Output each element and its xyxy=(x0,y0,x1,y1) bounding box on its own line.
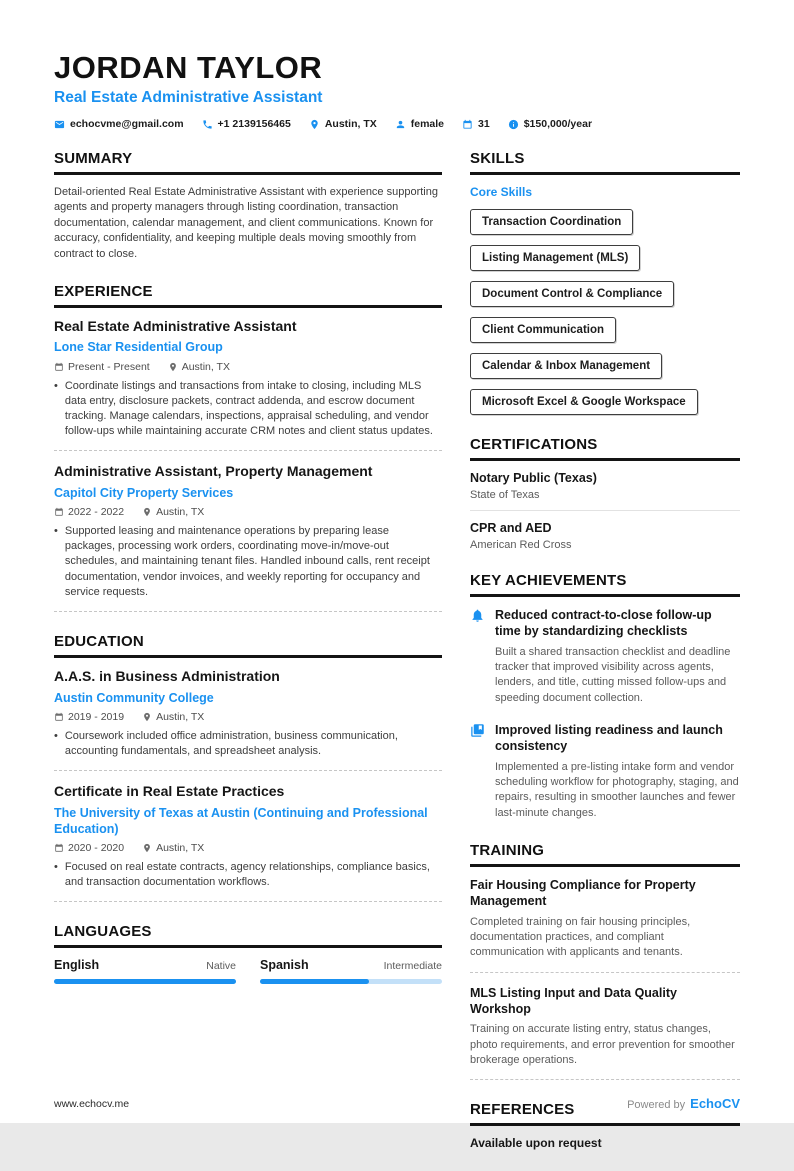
language-name: Spanish xyxy=(260,958,309,973)
bullet-dot: • xyxy=(54,379,58,392)
achievement-content xyxy=(495,722,740,821)
certification-item xyxy=(470,521,740,551)
bell-icon xyxy=(470,608,485,623)
section-summary xyxy=(54,150,442,262)
education-item xyxy=(54,668,442,759)
education-bullet-text: Coursework included office administration, business communication, accounting fundamentals, and spreadsheet analysis. xyxy=(64,729,398,757)
contact-age xyxy=(462,118,490,130)
header xyxy=(54,50,740,130)
skill-chip: Client Communication xyxy=(470,317,616,343)
language-bar-fill xyxy=(54,979,236,984)
experience-location-text: Austin, TX xyxy=(181,360,230,373)
books-icon xyxy=(470,723,485,738)
section-languages xyxy=(54,923,442,984)
education-dates xyxy=(54,842,124,854)
experience-heading: EXPERIENCE xyxy=(54,283,442,308)
left-column xyxy=(54,150,442,1171)
contact-location xyxy=(309,118,377,130)
training-heading: TRAINING xyxy=(470,842,740,867)
experience-company: Capitol City Property Services xyxy=(54,485,234,500)
training-item xyxy=(470,985,740,1069)
achievement-description: Built a shared transaction checklist and deadline tracker that improved visibility across agents, lenders, and title, cutting missed follow-ups and speeding document collection. xyxy=(495,645,731,704)
language-level-label: Native xyxy=(206,960,236,973)
location-pin-icon xyxy=(142,712,152,722)
section-certifications xyxy=(470,436,740,551)
training-title: Fair Housing Compliance for Property Management xyxy=(470,878,696,909)
footer-website-link[interactable]: www.echocv.me xyxy=(54,1097,130,1110)
info-icon xyxy=(508,119,519,130)
experience-location-text: Austin, TX xyxy=(156,506,205,519)
languages-heading: LANGUAGES xyxy=(54,923,442,948)
section-education xyxy=(54,633,442,902)
language-bar-track xyxy=(54,979,236,984)
contact-email[interactable] xyxy=(54,118,184,130)
language-level-label: Intermediate xyxy=(383,960,442,973)
experience-location xyxy=(168,361,230,373)
footer xyxy=(54,1096,740,1111)
calendar-icon xyxy=(54,507,64,517)
contact-gender-text: female xyxy=(410,118,445,130)
experience-bullet xyxy=(54,379,442,440)
dashed-divider xyxy=(54,770,442,771)
section-skills xyxy=(470,150,740,415)
contact-salary xyxy=(508,118,592,130)
education-school: Austin Community College xyxy=(54,690,214,705)
experience-bullet xyxy=(54,524,442,600)
dashed-divider xyxy=(470,972,740,973)
achievement-item xyxy=(470,722,740,821)
education-item xyxy=(54,783,442,890)
achievements-heading: KEY ACHIEVEMENTS xyxy=(470,572,740,597)
skill-chip: Transaction Coordination xyxy=(470,209,633,235)
experience-role: Real Estate Administrative Assistant xyxy=(54,317,297,334)
education-degree: A.A.S. in Business Administration xyxy=(54,668,280,684)
calendar-icon xyxy=(462,119,473,130)
certifications-heading: CERTIFICATIONS xyxy=(470,436,740,461)
language-name: English xyxy=(54,958,100,973)
certification-issuer: State of Texas xyxy=(470,489,540,501)
section-achievements xyxy=(470,572,740,821)
language-bar-fill xyxy=(260,979,369,984)
experience-bullet-text: Coordinate listings and transactions from intake to closing, including MLS data entry, disclosure packets, contract addenda, and escrow document tracking. Manage calendars, inspections, appraisal scheduling, and vendor follow-ups while maintaining accurate CRM notes and client status updates. xyxy=(64,379,433,438)
certification-item xyxy=(470,471,740,501)
contact-email-text: echocvme@gmail.com xyxy=(70,118,184,130)
languages-grid xyxy=(54,958,442,984)
echocv-brand-link[interactable]: EchoCV xyxy=(690,1096,740,1111)
achievement-content xyxy=(495,607,740,706)
contact-phone xyxy=(202,118,291,130)
job-title: Real Estate Administrative Assistant xyxy=(54,89,323,106)
location-pin-icon xyxy=(142,843,152,853)
experience-location xyxy=(142,506,204,518)
experience-dates-text: 2022 - 2022 xyxy=(68,506,125,519)
education-bullet xyxy=(54,729,442,759)
location-pin-icon xyxy=(142,507,152,517)
certification-issuer: American Red Cross xyxy=(470,539,572,551)
contact-gender xyxy=(395,118,444,130)
language-row xyxy=(54,958,236,972)
dashed-divider xyxy=(54,450,442,451)
person-name: JORDAN TAYLOR xyxy=(54,50,323,85)
experience-meta xyxy=(54,506,442,518)
experience-item xyxy=(54,318,442,439)
right-column xyxy=(470,150,740,1171)
education-bullet-text: Focused on real estate contracts, agency relationships, compliance basics, and transaction documentation workflows. xyxy=(64,861,430,889)
experience-dates-text: Present - Present xyxy=(68,360,150,373)
experience-meta xyxy=(54,361,442,373)
education-school: The University of Texas at Austin (Continuing and Professional Education) xyxy=(54,805,428,836)
divider xyxy=(470,510,740,511)
language-item xyxy=(54,958,236,984)
calendar-icon xyxy=(54,362,64,372)
language-item xyxy=(260,958,442,984)
skills-group-label: Core Skills xyxy=(470,185,533,199)
training-item xyxy=(470,877,740,961)
dashed-divider xyxy=(470,1079,740,1080)
education-location-text: Austin, TX xyxy=(156,842,205,855)
dashed-divider xyxy=(54,611,442,612)
education-dates xyxy=(54,711,124,723)
experience-role: Administrative Assistant, Property Management xyxy=(54,463,373,480)
person-icon xyxy=(395,119,406,130)
section-experience xyxy=(54,283,442,612)
experience-dates xyxy=(54,506,124,518)
experience-dates xyxy=(54,361,150,373)
contact-salary-text: $150,000/year xyxy=(523,118,593,130)
education-heading: EDUCATION xyxy=(54,633,442,658)
contact-row xyxy=(54,118,740,130)
contact-age-text: 31 xyxy=(478,118,490,130)
training-title: MLS Listing Input and Data Quality Workshop xyxy=(470,985,677,1017)
email-icon xyxy=(54,119,65,130)
section-training xyxy=(470,842,740,1080)
achievement-title: Reduced contract-to-close follow-up time by standardizing checklists xyxy=(495,608,712,639)
location-pin-icon xyxy=(309,119,320,130)
phone-icon xyxy=(202,119,213,130)
education-location xyxy=(142,711,204,723)
education-bullet xyxy=(54,860,442,890)
experience-item xyxy=(54,463,442,600)
education-location-text: Austin, TX xyxy=(156,710,205,723)
bullet-dot: • xyxy=(54,525,58,538)
references-text: Available upon request xyxy=(470,1136,602,1151)
calendar-icon xyxy=(54,712,64,722)
training-description: Training on accurate listing entry, status changes, photo requirements, and error prevention for smoother brokerage operations. xyxy=(470,1023,735,1067)
achievement-title: Improved listing readiness and launch consistency xyxy=(495,723,723,754)
summary-heading: SUMMARY xyxy=(54,150,442,175)
education-meta xyxy=(54,711,442,723)
experience-bullet-text: Supported leasing and maintenance operations by preparing lease packages, processing work orders, coordinating move-in/move-out schedules, and maintaining tenant files. Handled inbound calls, rent receipt documentation, vendor invoices, and weekly reporting for occupancy and service requests. xyxy=(64,525,430,598)
achievement-description: Implemented a pre-listing intake form and vendor scheduling workflow for photography, staging, and repairs, resulting in smoother launches and fewer last-minute changes. xyxy=(495,760,739,819)
contact-location-text: Austin, TX xyxy=(324,118,377,130)
location-pin-icon xyxy=(168,362,178,372)
references-heading: REFERENCES xyxy=(470,1101,740,1126)
calendar-icon xyxy=(54,843,64,853)
language-bar-track xyxy=(260,979,442,984)
powered-by-text: Powered by xyxy=(627,1099,686,1111)
training-description: Completed training on fair housing principles, documentation practices, and compliant communication with applicants and tenants. xyxy=(470,915,691,959)
contact-phone-text: +1 2139156465 xyxy=(217,118,291,130)
language-row xyxy=(260,958,442,972)
certification-name: Notary Public (Texas) xyxy=(470,471,597,485)
skill-chip: Microsoft Excel & Google Workspace xyxy=(470,389,698,415)
footer-powered-by xyxy=(627,1096,740,1111)
dashed-divider xyxy=(54,901,442,902)
summary-text: Detail-oriented Real Estate Administrative Assistant with experience supporting agents and property managers through listing coordination, transaction documentation, calendar management, and client communications. Known for accuracy, confidentiality, and keeping multiple deals moving smoothly from contract to close. xyxy=(54,186,438,260)
education-meta xyxy=(54,842,442,854)
content-columns xyxy=(54,150,740,1171)
experience-company: Lone Star Residential Group xyxy=(54,340,223,355)
bullet-dot: • xyxy=(54,729,58,742)
education-dates-text: 2020 - 2020 xyxy=(68,842,125,855)
achievement-item xyxy=(470,607,740,706)
skill-chip: Calendar & Inbox Management xyxy=(470,353,662,379)
certification-name: CPR and AED xyxy=(470,521,552,535)
education-location xyxy=(142,842,204,854)
education-dates-text: 2019 - 2019 xyxy=(68,710,125,723)
bullet-dot: • xyxy=(54,861,58,874)
skill-chip: Listing Management (MLS) xyxy=(470,245,640,271)
skills-heading: SKILLS xyxy=(470,150,740,175)
skill-chip: Document Control & Compliance xyxy=(470,281,674,307)
education-degree: Certificate in Real Estate Practices xyxy=(54,783,285,800)
